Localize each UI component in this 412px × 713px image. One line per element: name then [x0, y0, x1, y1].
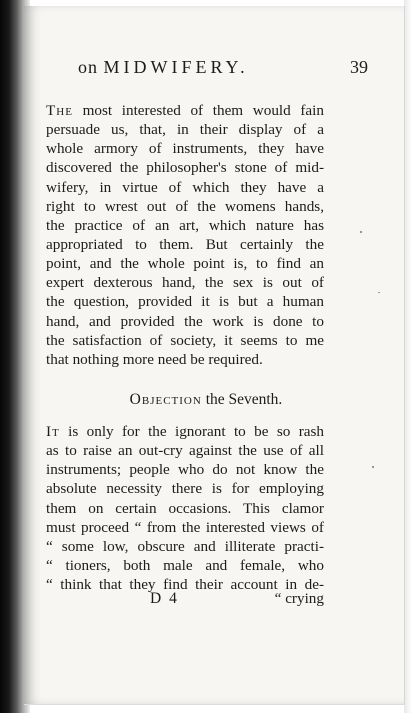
paragraph-2-line: them on certain occasions. This clamor: [46, 499, 324, 517]
paragraph-1-line: expert dexterous hand, the sex is out of: [46, 274, 324, 292]
running-head-book-title: MIDWIFERY.: [103, 57, 249, 77]
paragraph-2-line-text: is only for the ignorant to be so rash: [59, 423, 324, 440]
paragraph-2-line: [46, 422, 324, 441]
paragraph-1-line: appropriated to them. But certainly the: [46, 235, 324, 253]
running-head-prefix: on: [78, 57, 104, 77]
paragraph-1-lead-word: The: [46, 102, 73, 119]
section-heading-rest: the Seventh.: [201, 391, 283, 408]
running-head: [78, 57, 368, 83]
paragraph-1-line: point, and the whole point is, to find an: [46, 255, 324, 273]
page-footer: [46, 590, 324, 612]
paragraph-1-line: the satisfaction of society, it seems to me: [46, 331, 324, 349]
paragraph-2-line: “ some low, obscure and illiterate practi-: [46, 537, 324, 555]
paragraph-2-line: as to raise an out-cry against the use of all: [46, 442, 324, 460]
paragraph-1-line: the practice of an art, which nature has: [46, 216, 324, 234]
paragraph-1-line: hand, and provided the work is done to: [46, 312, 324, 330]
signature-mark: D 4: [150, 590, 179, 607]
catchword: “ crying: [274, 590, 324, 607]
paragraph-2: [46, 422, 324, 594]
paragraph-1-line: that nothing more need be required.: [46, 350, 263, 368]
paragraph-2-lead-word: It: [46, 423, 60, 440]
paragraph-1-line: [46, 101, 324, 120]
paragraph-1: [46, 101, 324, 369]
running-head-title: [78, 57, 249, 78]
paragraph-1-line-text: most interested of them would fain: [72, 102, 324, 119]
paragraph-1-line: discovered the philosopher's stone of mid-: [46, 159, 324, 177]
paragraph-1-line: right to wrest out of the womens hands,: [46, 197, 324, 215]
paragraph-1-line: the question, provided it is but a human: [46, 293, 324, 311]
paragraph-1-line: persuade us, that, in their display of a: [46, 121, 324, 139]
paragraph-2-line: must proceed “ from the interested views of: [46, 518, 324, 536]
paragraph-2-line: absolute necessity there is for employing: [46, 480, 324, 498]
section-heading: [0, 391, 412, 409]
paper-speck: [372, 466, 374, 468]
paper-speck: [378, 292, 380, 293]
page-right-edge: [404, 0, 412, 713]
paragraph-1-line: whole armory of instruments, they have: [46, 140, 324, 158]
paragraph-2-line: “ think that they find their account in de-: [46, 576, 324, 594]
section-heading-word: Objection: [129, 391, 202, 408]
paper-speck: [360, 231, 362, 233]
paragraph-2-line: instruments; people who do not know the: [46, 461, 324, 479]
paragraph-1-line: wifery, in virtue of which they have a: [46, 178, 324, 196]
page-number: 39: [350, 57, 368, 77]
paragraph-2-line: “ tioners, both male and female, who: [46, 556, 324, 574]
